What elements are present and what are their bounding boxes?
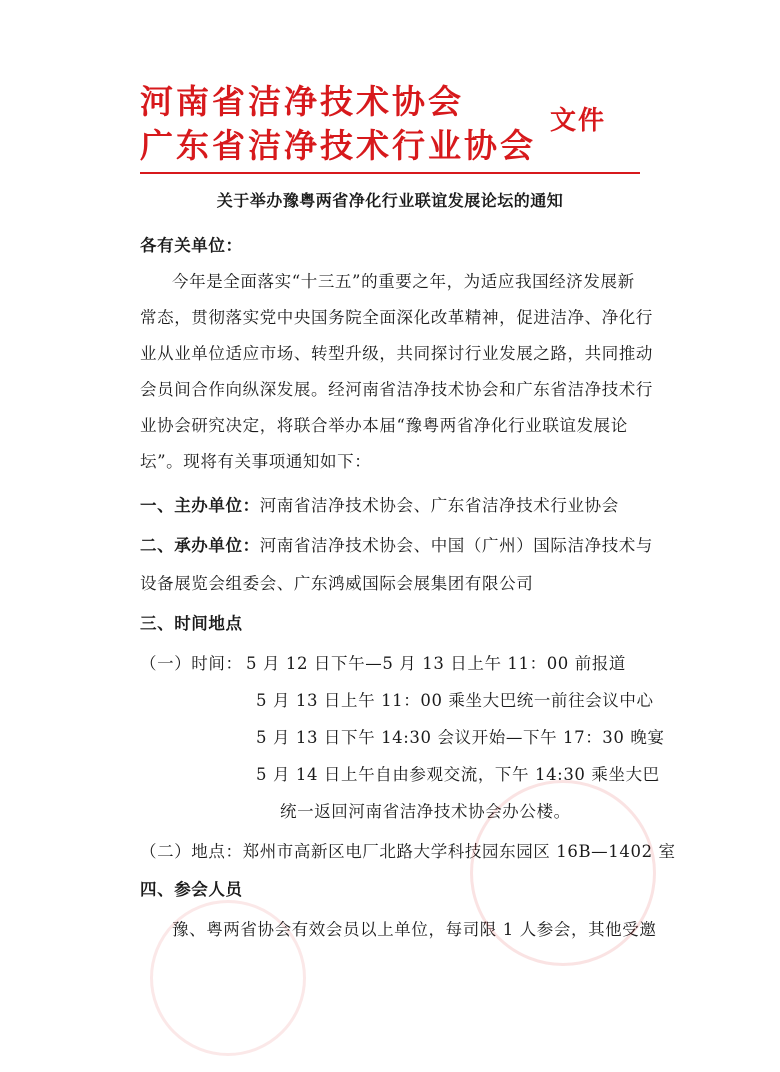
time-line-5: 统一返回河南省洁净技术协会办公楼。	[280, 802, 571, 821]
section-1	[140, 492, 619, 516]
time-label: （一）时间：	[140, 654, 243, 673]
section-4-text: 豫、粤两省协会有效会员以上单位，每司限 1 人参会，其他受邀	[172, 920, 657, 939]
intro-line-5: 业协会研究决定，将联合举办本届“豫粤两省净化行业联谊发展论	[140, 416, 628, 435]
time-line-4: 5 月 14 日上午自由参观交流，下午 14:30 乘坐大巴	[256, 765, 660, 784]
place-text: 郑州市高新区电厂北路大学科技园东园区 16B—1402 室	[242, 842, 676, 861]
section-3-label: 三、时间地点	[140, 614, 243, 633]
header-divider	[140, 172, 640, 174]
time-line-3: 5 月 13 日下午 14:30 会议开始—下午 17：30 晚宴	[256, 728, 665, 747]
section-4-label: 四、参会人员	[140, 880, 243, 899]
document-header	[140, 72, 620, 165]
official-seal-mark-2	[150, 900, 306, 1056]
section-2-label: 二、承办单位：	[140, 536, 260, 555]
section-2-text-cont: 设备展览会组委会、广东鸿威国际会展集团有限公司	[140, 574, 534, 593]
intro-line-6: 坛”。现将有关事项通知如下：	[140, 452, 372, 471]
section-1-label: 一、主办单位：	[140, 496, 260, 515]
salutation: 各有关单位：	[140, 236, 243, 255]
section-2	[140, 532, 653, 556]
issuer-org-2: 广东省洁净技术行业协会	[140, 126, 536, 165]
intro-line-4: 会员间合作向纵深发展。经河南省洁净技术协会和广东省洁净技术行	[140, 380, 653, 399]
section-2-text: 河南省洁净技术协会、中国（广州）国际洁净技术与	[259, 536, 654, 555]
document-type-label: 文件	[550, 106, 607, 136]
notice-title: 关于举办豫粤两省净化行业联谊发展论坛的通知	[216, 191, 564, 210]
time-row	[140, 650, 243, 674]
place-label: （二）地点：	[140, 842, 243, 861]
intro-line-2: 常态，贯彻落实党中央国务院全面深化改革精神，促进洁净、净化行	[140, 308, 653, 327]
intro-line-3: 业从业单位适应市场、转型升级，共同探讨行业发展之路，共同推动	[140, 344, 653, 363]
time-line-1: 5 月 12 日下午—5 月 13 日上午 11：00 前报道	[246, 654, 627, 673]
intro-line-1: 今年是全面落实“十三五”的重要之年，为适应我国经济发展新	[172, 272, 635, 291]
issuer-org-1: 河南省洁净技术协会	[140, 82, 464, 121]
time-line-2: 5 月 13 日上午 11：00 乘坐大巴统一前往会议中心	[256, 691, 654, 710]
official-seal-mark	[470, 780, 656, 966]
section-1-text: 河南省洁净技术协会、广东省洁净技术行业协会	[259, 496, 619, 515]
